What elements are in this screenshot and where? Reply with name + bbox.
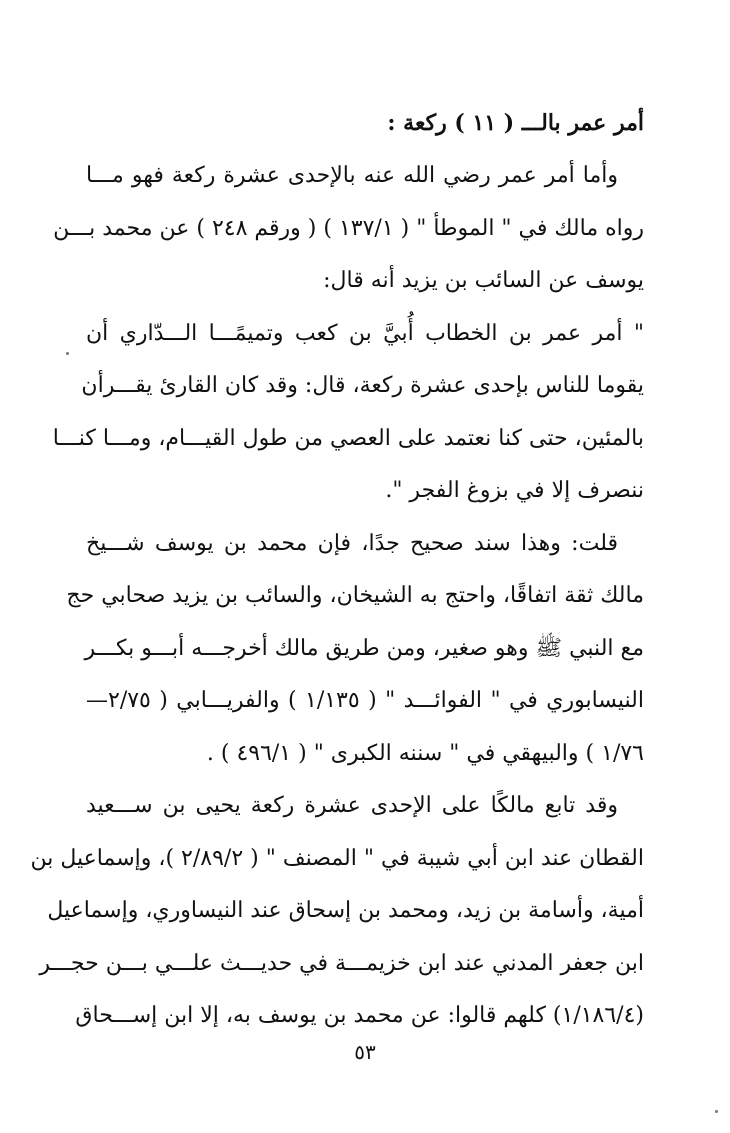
text-line: رواه مالك في " الموطأ " ( ١٣٧/١ ) ( ورقم ٢٤٨ ) عن محمد بـــن: [53, 215, 644, 241]
section-heading: أمر عمر بالـــ ( ١١ ) ركعة :: [387, 110, 644, 136]
text-line: أمية، وأسامة بن زيد، ومحمد بن إسحاق عند النيساوري، وإسماعيل: [47, 898, 644, 923]
text-line: مع النبي ﷺ وهو صغير، ومن طريق مالك أخرجـــه أبـــو بكـــر: [84, 635, 644, 661]
scan-speck: [66, 352, 69, 355]
text-line: القطان عند ابن أبي شيبة في " المصنف " ( ٢/٨٩/٢ )، وإسماعيل بن: [30, 845, 644, 871]
text-line: (١/١٨٦/٤) كلهم قالوا: عن محمد بن يوسف به، إلا ابن إســـحاق: [75, 1003, 644, 1028]
text-line: وقد تابع مالكًا على الإحدى عشرة ركعة يحيى بن ســـعيد: [86, 793, 618, 818]
scan-speck: [715, 1110, 718, 1113]
page-number: ٥٣: [354, 1040, 376, 1064]
text-line: مالك ثقة اتفاقًا، واحتج به الشيخان، والسائب بن يزيد صحابي حج: [66, 583, 644, 608]
text-line: ١/٧٦ ) والبيهقي في " سننه الكبرى " ( ٤٩٦/١ ) .: [206, 740, 644, 766]
text-line: بالمئين، حتى كنا نعتمد على العصي من طول القيـــام، ومـــا كنـــا: [52, 425, 644, 451]
text-line: " أمر عمر بن الخطاب أُبيَّ بن كعب وتميمًـــا الـــدّاري أن: [86, 320, 644, 346]
text-line: النيسابوري في " الفوائـــد " ( ١/١٣٥ ) والفريـــابي ( ٢/٧٥—: [86, 688, 644, 713]
text-line: وأما أمر عمر رضي الله عنه بالإحدى عشرة ركعة فهو مـــا: [86, 163, 618, 188]
text-line: ننصرف إلا في بزوغ الفجر ".: [385, 478, 644, 503]
text-line: ابن جعفر المدني عند ابن خزيمـــة في حديـــث علـــي بـــن حجـــر: [39, 950, 644, 976]
text-line: يقوما للناس بإحدى عشرة ركعة، قال: وقد كان القارئ يقـــرأن: [81, 373, 644, 398]
text-line: قلت: وهذا سند صحيح جدًا، فإن محمد بن يوسف شـــيخ: [86, 530, 618, 556]
text-line: يوسف عن السائب بن يزيد أنه قال:: [323, 268, 644, 293]
